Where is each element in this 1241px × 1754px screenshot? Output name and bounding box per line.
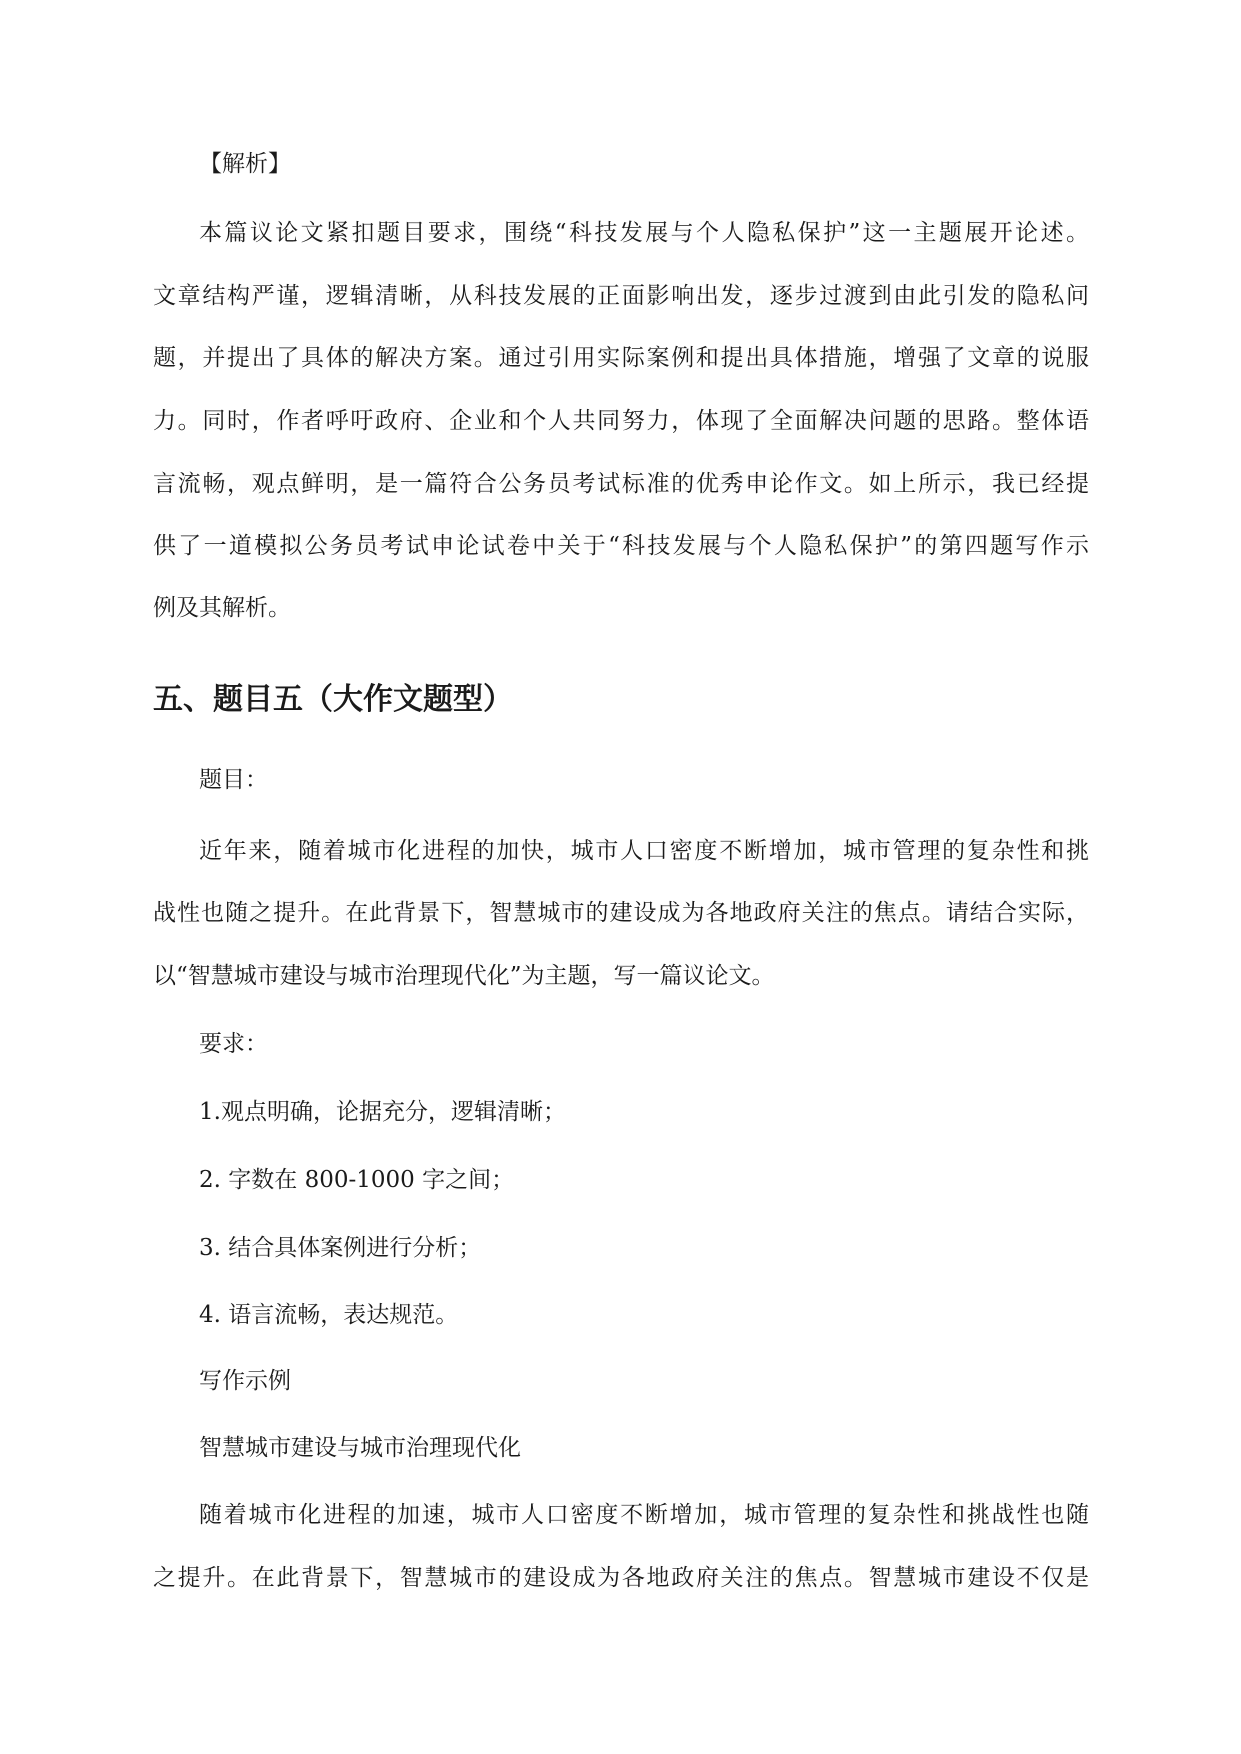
- section-heading: 五、题目五（大作文题型）: [153, 682, 513, 717]
- essay-line-1: 随着城市化进程的加速，城市人口密度不断增加，城市管理的复杂性和挑战性也随: [199, 1502, 1089, 1528]
- analysis-line-2: 文章结构严谨，逻辑清晰，从科技发展的正面影响出发，逐步过渡到由此引发的隐私问: [153, 283, 1089, 309]
- analysis-line-7: 例及其解析。: [153, 595, 291, 621]
- analysis-line-1: 本篇议论文紧扣题目要求，围绕“科技发展与个人隐私保护”这一主题展开论述。: [199, 220, 1089, 246]
- question-label: 题目：: [199, 767, 268, 793]
- question-line-3: 以“智慧城市建设与城市治理现代化”为主题，写一篇议论文。: [153, 963, 775, 989]
- analysis-line-6: 供了一道模拟公务员考试申论试卷中关于“科技发展与个人隐私保护”的第四题写作示: [153, 533, 1089, 559]
- requirements-label: 要求：: [199, 1031, 268, 1057]
- requirement-item-2: 2. 字数在 800-1000 字之间；: [199, 1167, 515, 1193]
- question-line-2: 战性也随之提升。在此背景下，智慧城市的建设成为各地政府关注的焦点。请结合实际，: [153, 900, 1089, 926]
- essay-line-2: 之提升。在此背景下，智慧城市的建设成为各地政府关注的焦点。智慧城市建设不仅是: [153, 1565, 1089, 1591]
- analysis-line-3: 题，并提出了具体的解决方案。通过引用实际案例和提出具体措施，增强了文章的说服: [153, 345, 1089, 371]
- analysis-line-5: 言流畅，观点鲜明，是一篇符合公务员考试标准的优秀申论作文。如上所示，我已经提: [153, 471, 1089, 497]
- requirement-item-1: 1.观点明确，论据充分，逻辑清晰；: [199, 1099, 566, 1125]
- requirement-item-4: 4. 语言流畅，表达规范。: [199, 1302, 459, 1328]
- example-label: 写作示例: [199, 1368, 291, 1394]
- question-line-1: 近年来，随着城市化进程的加快，城市人口密度不断增加，城市管理的复杂性和挑: [199, 838, 1089, 864]
- analysis-line-4: 力。同时，作者呼吁政府、企业和个人共同努力，体现了全面解决问题的思路。整体语: [153, 408, 1089, 434]
- analysis-label: 【解析】: [199, 151, 291, 177]
- essay-title: 智慧城市建设与城市治理现代化: [199, 1435, 521, 1461]
- requirement-item-3: 3. 结合具体案例进行分析；: [199, 1235, 482, 1261]
